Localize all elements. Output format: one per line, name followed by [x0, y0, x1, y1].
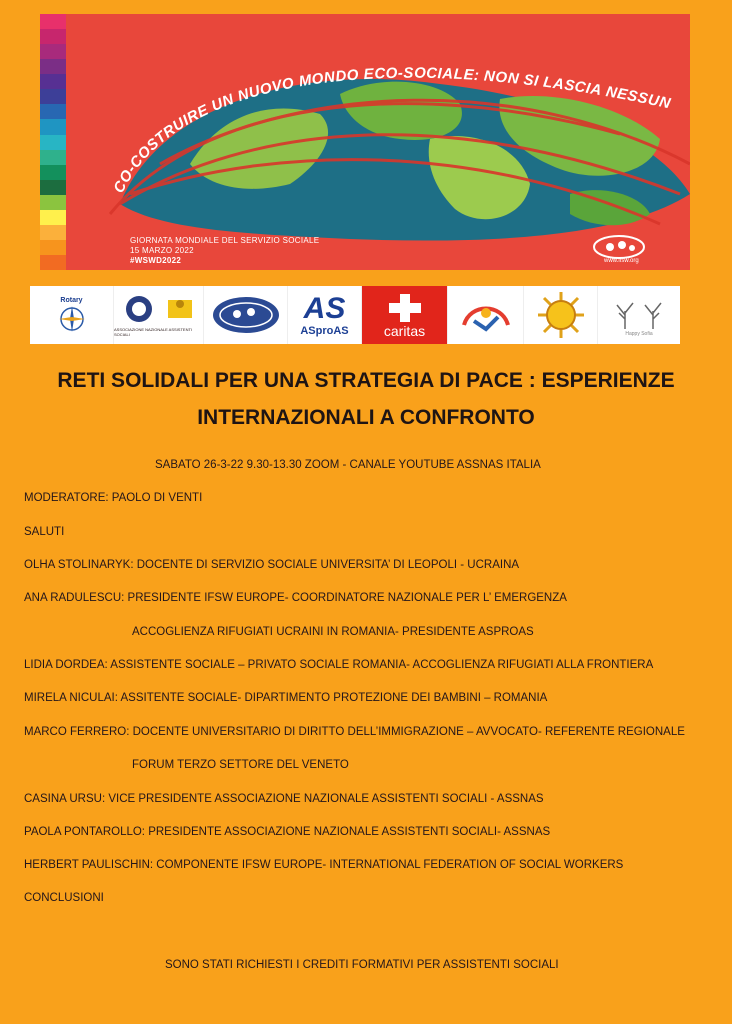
ifsw-europe-logo: [204, 286, 288, 344]
hands-icon: [456, 295, 516, 335]
color-stripe: [40, 240, 66, 255]
trees-icon: [607, 293, 671, 331]
color-stripe: [40, 150, 66, 165]
happy-sofia-logo: [598, 286, 680, 344]
ifsw-website: www.ifsw.org: [604, 258, 639, 264]
ifsw-globe-icon: [592, 234, 646, 260]
caritas-logo: [362, 286, 448, 344]
color-stripe: [40, 225, 66, 240]
asproas-logo: [288, 286, 362, 344]
program-line: HERBERT PAULISCHIN: COMPONENTE IFSW EUROPE- INTERNATIONAL FEDERATION OF SOCIAL WORKERS: [24, 859, 624, 871]
banner-title: [105, 41, 690, 196]
program-line: CONCLUSIONI: [24, 892, 104, 904]
event-name: GIORNATA MONDIALE DEL SERVIZIO SOCIALE: [130, 236, 320, 245]
event-hashtag: #WSWD2022: [130, 256, 182, 265]
color-stripe: [40, 89, 66, 104]
svg-text:CO-COSTRUIRE UN NUOVO MONDO EC: CO-COSTRUIRE UN NUOVO MONDO ECO-SOCIALE: NON SI LASCIA NESSUNO INDIETRO: [105, 41, 673, 196]
program-line: LIDIA DORDEA: ASSISTENTE SOCIALE – PRIVATO SOCIALE ROMANIA- ACCOGLIENZA RIFUGIATI ALLA FRONTIERA: [24, 659, 654, 671]
program-line: SALUTI: [24, 526, 65, 538]
program-line: ANA RADULESCU: PRESIDENTE IFSW EUROPE- COORDINATORE NAZIONALE PER L’ EMERGENZA: [24, 592, 567, 604]
asproas-mark: AS: [303, 292, 346, 325]
sun-icon: [534, 290, 588, 340]
color-stripe: [40, 255, 66, 270]
rotary-logo: [30, 286, 114, 344]
banner-event-info: [130, 236, 319, 266]
ifsw-europe-icon: [211, 294, 281, 336]
asproas-label: ASproAS: [300, 325, 349, 337]
event-date: 15 MARZO 2022: [130, 246, 194, 255]
color-stripe: [40, 59, 66, 74]
footer-note: SONO STATI RICHIESTI I CREDITI FORMATIVI PER ASSISTENTI SOCIALI: [165, 959, 559, 971]
color-stripe: [40, 210, 66, 225]
color-stripe: [40, 29, 66, 44]
assnas-caption: ASSOCIAZIONE NAZIONALE ASSISTENTI SOCIALI: [114, 326, 193, 337]
color-stripe: [40, 44, 66, 59]
program-line: CASINA URSU: VICE PRESIDENTE ASSOCIAZIONE NAZIONALE ASSISTENTI SOCIALI - ASSNAS: [24, 793, 544, 805]
program-line: OLHA STOLINARYK: DOCENTE DI SERVIZIO SOCIALE UNIVERSITA’ DI LEOPOLI - UCRAINA: [24, 559, 520, 571]
color-stripe: [40, 180, 66, 195]
page-title-line-2: INTERNAZIONALI A CONFRONTO: [197, 406, 535, 429]
event-details: SABATO 26-3-22 9.30-13.30 ZOOM - CANALE YOUTUBE ASSNAS ITALIA: [155, 459, 541, 471]
page-title-line-1: RETI SOLIDALI PER UNA STRATEGIA DI PACE : ESPERIENZE: [57, 369, 675, 392]
sun-logo: [524, 286, 598, 344]
program-line: MODERATORE: PAOLO DI VENTI: [24, 492, 203, 504]
color-stripe: [40, 104, 66, 119]
caritas-cross-icon: [385, 292, 425, 324]
color-stripe: [40, 165, 66, 180]
happy-sofia-label: Happy Sofia: [625, 331, 653, 337]
caritas-label: caritas: [383, 322, 426, 339]
program-line: MARCO FERRERO: DOCENTE UNIVERSITARIO DI DIRITTO DELL’IMMIGRAZIONE – AVVOCATO- REFERENTE REGIONALE: [24, 726, 685, 738]
program-line: FORUM TERZO SETTORE DEL VENETO: [132, 759, 349, 771]
program-line: PAOLA PONTAROLLO: PRESIDENTE ASSOCIAZIONE NAZIONALE ASSISTENTI SOCIALI- ASSNAS: [24, 826, 551, 838]
color-stripe: [40, 14, 66, 29]
assnas-logo: [114, 286, 204, 344]
figure-icon: [164, 294, 196, 324]
assnas-emblem-icon: [122, 294, 156, 324]
organization-logo-hands: [448, 286, 524, 344]
color-stripe: [40, 119, 66, 134]
color-stripe: [40, 135, 66, 150]
program-line: ACCOGLIENZA RIFUGIATI UCRAINI IN ROMANIA- PRESIDENTE ASPROAS: [132, 626, 534, 638]
rotary-label: Rotary: [60, 296, 83, 304]
color-stripe: [40, 74, 66, 89]
compass-icon: [57, 304, 87, 334]
color-stripes: [40, 14, 66, 270]
event-banner: [40, 14, 690, 270]
partner-logos: [30, 286, 680, 344]
program-line: MIRELA NICULAI: ASSITENTE SOCIALE- DIPARTIMENTO PROTEZIONE DEI BAMBINI – ROMANIA: [24, 692, 548, 704]
color-stripe: [40, 195, 66, 210]
